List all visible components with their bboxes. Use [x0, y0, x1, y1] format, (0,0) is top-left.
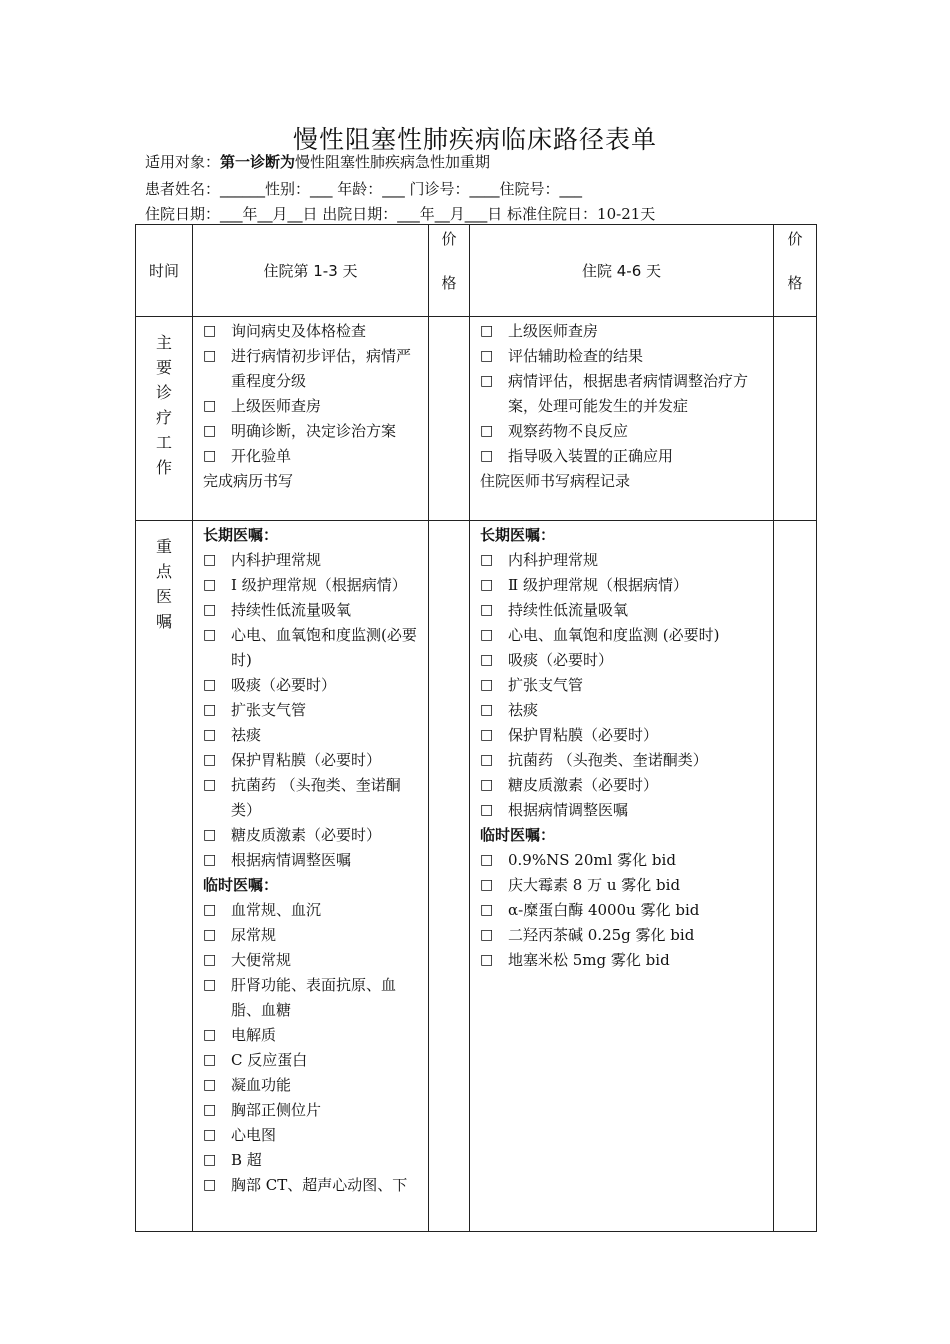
checklist-item	[203, 548, 420, 573]
checklist-item	[480, 419, 765, 444]
checkbox-icon[interactable]: □	[203, 602, 217, 618]
checklist-item	[203, 623, 420, 673]
page-title: 慢性阻塞性肺疾病临床路径表单	[292, 125, 657, 154]
checkbox-icon[interactable]: □	[480, 348, 494, 364]
main-work-row	[136, 317, 817, 521]
checklist-item	[203, 394, 420, 419]
checkbox-icon[interactable]: □	[480, 448, 494, 464]
checkbox-icon[interactable]: □	[480, 802, 494, 818]
price-char-a: 价	[787, 230, 803, 248]
checklist-item	[480, 723, 765, 748]
checkbox-icon[interactable]: □	[203, 777, 217, 793]
checklist-item-text: 地塞米松 5mg 雾化 bid	[508, 951, 670, 969]
checkbox-icon[interactable]: □	[203, 552, 217, 568]
price-char-b: 格	[787, 274, 803, 292]
checklist-item-text: 糖皮质激素（必要时）	[508, 776, 659, 794]
checklist-item	[480, 319, 765, 344]
checkbox-icon[interactable]: □	[203, 677, 217, 693]
checkbox-icon[interactable]: □	[203, 952, 217, 968]
checklist-item	[203, 1098, 420, 1123]
checkbox-icon[interactable]: □	[480, 602, 494, 618]
pathway-table	[135, 224, 817, 1232]
checkbox-icon[interactable]: □	[480, 323, 494, 339]
checklist-item	[480, 773, 765, 798]
checklist-item-text: 扩张支气管	[508, 676, 584, 694]
checklist-item	[203, 923, 420, 948]
checklist-item-text: 肝肾功能、表面抗原、血脂、血糖	[231, 976, 397, 1019]
checklist-item-text: 根据病情调整医嘱	[231, 851, 352, 869]
checklist-item-text: 0.9%NS 20ml 雾化 bid	[508, 851, 676, 869]
checklist-item	[203, 973, 420, 1023]
checklist-item-text: 尿常规	[231, 926, 277, 944]
checklist-item	[203, 598, 420, 623]
date-line	[145, 203, 655, 225]
checkbox-icon[interactable]: □	[480, 852, 494, 868]
checkbox-icon[interactable]: □	[480, 577, 494, 593]
checklist-item-text: 观察药物不良反应	[508, 422, 629, 440]
row-label-char: 点	[155, 562, 172, 581]
row-label-char: 作	[155, 458, 172, 477]
checklist-item	[203, 948, 420, 973]
checklist-item-text: 内科护理常规	[231, 551, 322, 569]
row-label-char: 重	[155, 537, 172, 556]
col-day2: 住院 4-6 天	[470, 225, 774, 317]
price-cell	[774, 317, 817, 521]
main-work-day2	[470, 317, 774, 521]
long-term-orders-heading: 长期医嘱：	[203, 526, 279, 544]
checkbox-icon[interactable]: □	[203, 727, 217, 743]
checklist-item	[480, 573, 765, 598]
checklist-item-text: 指导吸入装置的正确应用	[508, 447, 674, 465]
checklist-item-text: 大便常规	[231, 951, 292, 969]
checkbox-icon[interactable]: □	[203, 423, 217, 439]
checkbox-icon[interactable]: □	[480, 952, 494, 968]
checkbox-icon[interactable]: □	[203, 1052, 217, 1068]
price-cell	[774, 521, 817, 1232]
checklist-item-text: B 超	[231, 1151, 262, 1169]
checkbox-icon[interactable]: □	[203, 902, 217, 918]
checklist-item	[203, 723, 420, 748]
checkbox-icon[interactable]: □	[480, 777, 494, 793]
checklist-item	[480, 444, 765, 469]
checklist-item-text: 进行病情初步评估，病情严重程度分级	[231, 347, 412, 390]
checklist-item-text: 病情评估，根据患者病情调整治疗方案，处理可能发生的并发症	[508, 372, 749, 415]
checklist-item	[203, 344, 420, 394]
checklist-item	[480, 898, 765, 923]
checklist-item	[203, 573, 420, 598]
checklist-item	[480, 369, 765, 419]
checkbox-icon[interactable]: □	[203, 752, 217, 768]
checklist-item	[480, 344, 765, 369]
row-label-char: 嘱	[155, 612, 172, 631]
checklist-item	[203, 444, 420, 469]
checklist-item-text: 胸部正侧位片	[231, 1101, 322, 1119]
row-label-char: 主	[155, 333, 172, 352]
checklist-item-text: 持续性低流量吸氧	[231, 601, 352, 619]
col-price-2	[774, 225, 817, 317]
checkbox-icon[interactable]: □	[203, 348, 217, 364]
checklist-item	[203, 1073, 420, 1098]
checklist-item	[480, 748, 765, 773]
checklist-item-text: 庆大霉素 8 万 u 雾化 bid	[508, 876, 681, 894]
checklist-item-text: 胸部 CT、超声心动图、下	[231, 1176, 408, 1194]
checklist-item	[480, 923, 765, 948]
row-label-char: 工	[155, 433, 172, 452]
checklist-item-text: 祛痰	[231, 726, 262, 744]
checklist-item-text: α-糜蛋白酶 4000u 雾化 bid	[508, 901, 700, 919]
checklist-item	[203, 848, 420, 873]
checklist-item	[203, 1148, 420, 1173]
checkbox-icon[interactable]: □	[203, 627, 217, 643]
checkbox-icon[interactable]: □	[203, 827, 217, 843]
checklist-item-text: 扩张支气管	[231, 701, 307, 719]
checkbox-icon[interactable]: □	[203, 323, 217, 339]
checklist-item-text: 电解质	[231, 1026, 277, 1044]
checklist-item-text: 糖皮质激素（必要时）	[231, 826, 382, 844]
checkbox-icon[interactable]: □	[203, 1027, 217, 1043]
checklist-item	[203, 1123, 420, 1148]
checkbox-icon[interactable]: □	[203, 852, 217, 868]
checkbox-icon[interactable]: □	[480, 373, 494, 389]
temporary-orders-heading: 临时医嘱：	[480, 826, 556, 844]
price-char-b: 格	[441, 274, 457, 292]
price-cell	[429, 521, 470, 1232]
checkbox-icon[interactable]: □	[203, 977, 217, 993]
checklist-item	[203, 773, 420, 823]
col-day1: 住院第 1-3 天	[193, 225, 429, 317]
checklist-item	[480, 798, 765, 823]
temporary-orders-heading: 临时医嘱：	[203, 876, 279, 894]
checklist-item	[203, 1023, 420, 1048]
checklist-item-text: 血常规、血沉	[231, 901, 322, 919]
checkbox-icon[interactable]: □	[203, 1102, 217, 1118]
checkbox-icon[interactable]: □	[203, 448, 217, 464]
checklist-item-text: 评估辅助检查的结果	[508, 347, 644, 365]
checkbox-icon[interactable]: □	[480, 552, 494, 568]
checklist-item-text: Ⅰ 级护理常规（根据病情）	[231, 576, 407, 594]
col-time: 时间	[136, 225, 193, 317]
checklist-item	[480, 623, 765, 648]
checkbox-icon[interactable]: □	[203, 1077, 217, 1093]
key-orders-row	[136, 521, 817, 1232]
key-orders-label	[136, 521, 193, 1232]
checkbox-icon[interactable]: □	[480, 877, 494, 893]
price-char-a: 价	[441, 230, 457, 248]
checklist-item	[480, 873, 765, 898]
row-label-char: 疗	[155, 408, 172, 427]
checklist-item-text: 上级医师查房	[508, 322, 599, 340]
checkbox-icon[interactable]: □	[480, 627, 494, 643]
checklist-item	[203, 698, 420, 723]
key-orders-day2	[470, 521, 774, 1232]
checklist-item-text: 凝血功能	[231, 1076, 292, 1094]
checklist-item-text: 祛痰	[508, 701, 539, 719]
checkbox-icon[interactable]: □	[480, 423, 494, 439]
target-value: 慢性阻塞性肺疾病急性加重期	[295, 153, 491, 171]
checklist-item-text: 心电图	[231, 1126, 277, 1144]
checklist-item	[203, 1048, 420, 1073]
patient-line: 患者姓名：______性别：___ 年龄：___ 门诊号：____住院号：___	[145, 180, 583, 198]
row-label-char: 医	[155, 587, 172, 606]
date-fields: 住院日期：___年__月__日 出院日期：___年__月___日 标准住院日：	[145, 205, 598, 223]
checklist-item-text: 心电、血氧饱和度监测 (必要时)	[508, 626, 720, 644]
checkbox-icon[interactable]: □	[480, 727, 494, 743]
checkbox-icon[interactable]: □	[480, 652, 494, 668]
main-work-day1	[193, 317, 429, 521]
target-line	[145, 151, 490, 173]
checkbox-icon[interactable]: □	[480, 752, 494, 768]
checklist-item-text: 询问病史及体格检查	[231, 322, 367, 340]
checkbox-icon[interactable]: □	[203, 577, 217, 593]
checklist-item-text: 保护胃粘膜（必要时）	[231, 751, 382, 769]
checklist-item	[480, 648, 765, 673]
standard-days: 10-21天	[597, 205, 656, 223]
checklist-item-text: 内科护理常规	[508, 551, 599, 569]
target-bold: 第一诊断为	[220, 153, 296, 171]
checklist-item	[480, 948, 765, 973]
checkbox-icon[interactable]: □	[480, 927, 494, 943]
checkbox-icon[interactable]: □	[203, 398, 217, 414]
price-cell	[429, 317, 470, 521]
checklist-item-text: C 反应蛋白	[231, 1051, 308, 1069]
checklist-item-text: 上级医师查房	[231, 397, 322, 415]
checklist-item	[480, 548, 765, 573]
checklist-item	[480, 598, 765, 623]
row-label-char: 诊	[155, 383, 172, 402]
target-label: 适用对象：	[145, 153, 221, 171]
checklist-item-text: 保护胃粘膜（必要时）	[508, 726, 659, 744]
checkbox-icon[interactable]: □	[203, 1127, 217, 1143]
key-orders-day1	[193, 521, 429, 1232]
checklist-item-text: 二羟丙茶碱 0.25g 雾化 bid	[508, 926, 695, 944]
checklist-item	[480, 698, 765, 723]
checklist-item	[203, 319, 420, 344]
checklist-item-text: 抗菌药 （头孢类、奎诺酮类）	[231, 776, 401, 819]
main-work-label	[136, 317, 193, 521]
checklist-item	[203, 419, 420, 444]
checklist-item-text: 开化验单	[231, 447, 292, 465]
col-price-1	[429, 225, 470, 317]
checklist-item-text: 吸痰（必要时）	[231, 676, 337, 694]
checkbox-icon[interactable]: □	[203, 927, 217, 943]
checkbox-icon[interactable]: □	[480, 902, 494, 918]
checklist-item	[203, 1173, 420, 1198]
checklist-item	[203, 673, 420, 698]
checklist-item-text: Ⅱ 级护理常规（根据病情）	[508, 576, 688, 594]
checklist-item-text: 根据病情调整医嘱	[508, 801, 629, 819]
checklist-item-text: 持续性低流量吸氧	[508, 601, 629, 619]
checkbox-icon[interactable]: □	[480, 702, 494, 718]
checkbox-icon[interactable]: □	[203, 702, 217, 718]
row-label-char: 要	[155, 358, 172, 377]
day2-plain-note: 住院医师书写病程记录	[480, 472, 631, 490]
header-row	[136, 225, 817, 317]
long-term-orders-heading: 长期医嘱：	[480, 526, 556, 544]
checkbox-icon[interactable]: □	[480, 677, 494, 693]
checklist-item	[480, 673, 765, 698]
checklist-item	[203, 748, 420, 773]
checklist-item-text: 明确诊断，决定诊治方案	[231, 422, 397, 440]
checklist-item-text: 抗菌药 （头孢类、奎诺酮类）	[508, 751, 708, 769]
checkbox-icon[interactable]: □	[203, 1177, 217, 1193]
checklist-item-text: 吸痰（必要时）	[508, 651, 614, 669]
day1-plain-note: 完成病历书写	[203, 472, 294, 490]
checklist-item	[203, 898, 420, 923]
checklist-item	[480, 848, 765, 873]
checkbox-icon[interactable]: □	[203, 1152, 217, 1168]
checklist-item	[203, 823, 420, 848]
checklist-item-text: 心电、血氧饱和度监测(必要时)	[231, 626, 417, 669]
